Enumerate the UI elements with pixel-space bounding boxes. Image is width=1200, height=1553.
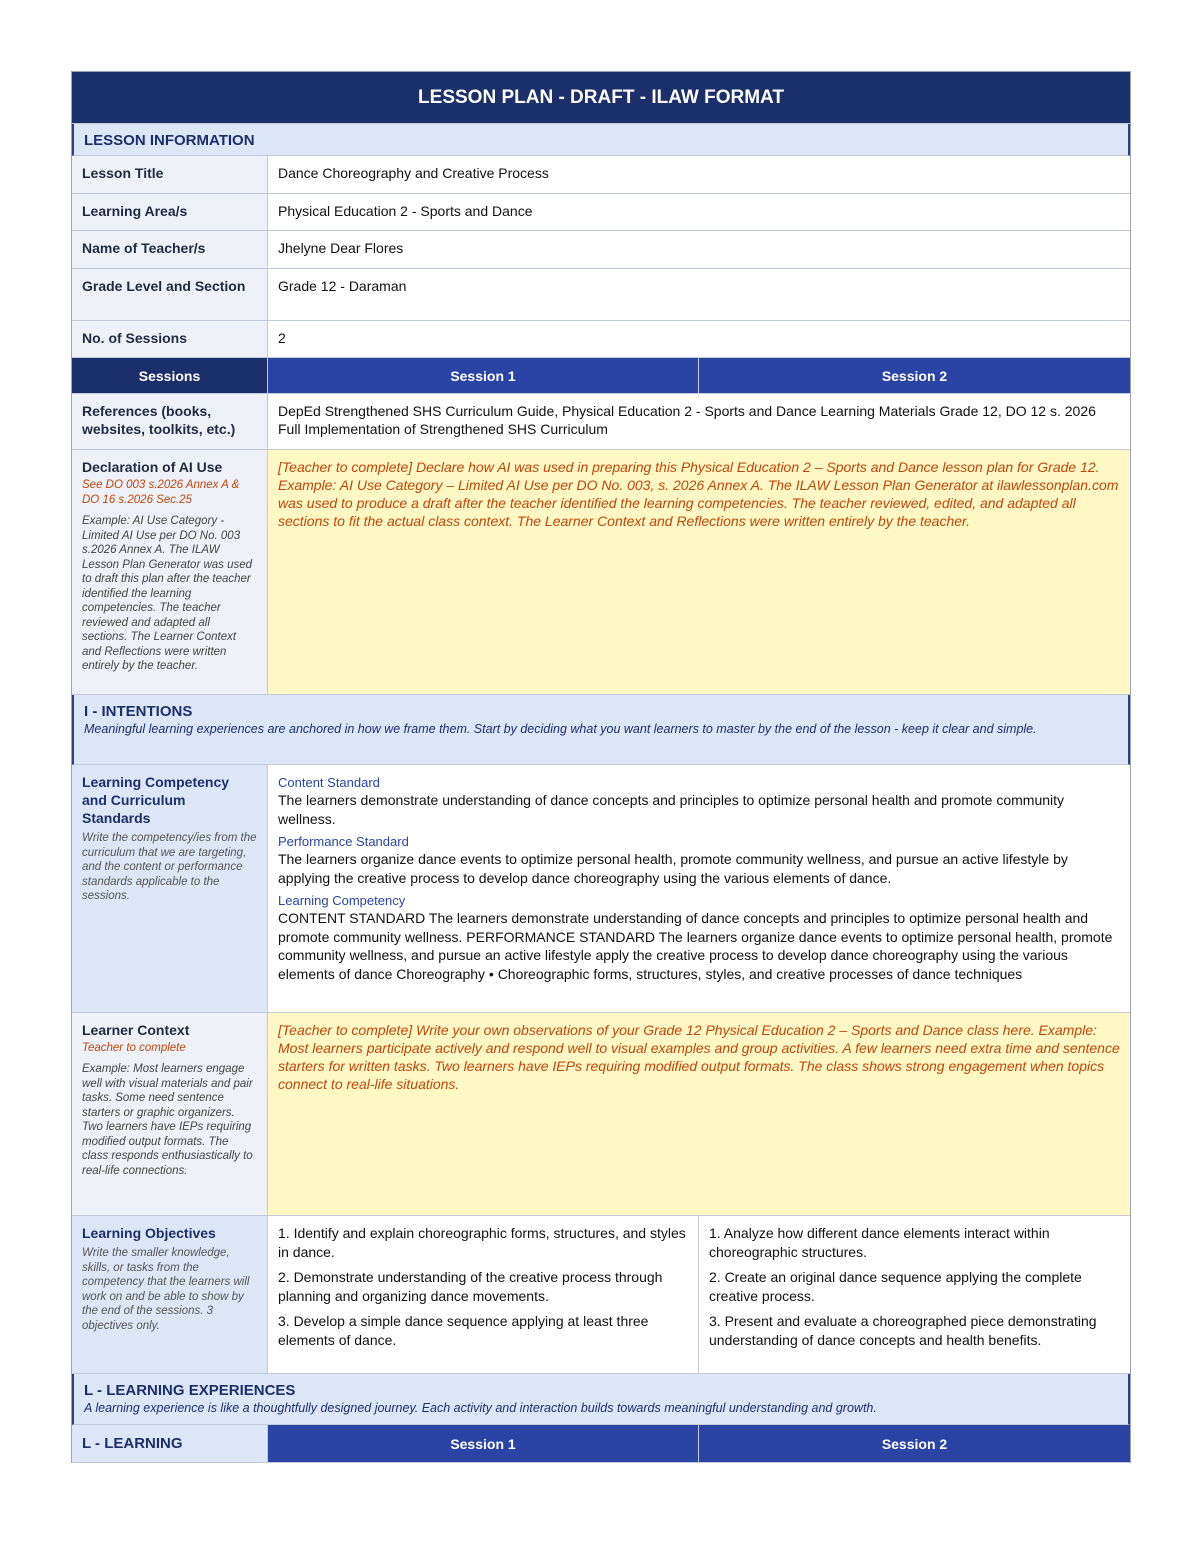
- competency-note: Write the competency/ies from the curriculum that we are targeting, and the content or performance standards applicable to the sessions.: [82, 832, 257, 902]
- learning-area-label: Learning Area/s: [72, 194, 268, 230]
- grade-section-label: Grade Level and Section: [72, 269, 268, 320]
- objectives-note: Write the smaller knowledge, skills, or tasks from the competency that the learners will work on and be able to show by the end of the sessions. 3 objectives only.: [82, 1247, 250, 1332]
- performance-standard-heading: Performance Standard: [278, 834, 409, 849]
- sessions-count-value: 2: [278, 330, 286, 346]
- intentions-heading: I - INTENTIONS: [84, 703, 193, 720]
- teacher-row: [72, 231, 1130, 269]
- sessions-count-row: [72, 321, 1130, 358]
- list-item: 2. Create an original dance sequence applying the complete creative process.: [709, 1269, 1082, 1304]
- list-item: 1. Identify and explain choreographic forms, structures, and styles in dance.: [278, 1225, 686, 1260]
- references-label: References (books, websites, toolkits, etc.): [72, 394, 268, 449]
- grade-section-value: Grade 12 - Daraman: [278, 278, 407, 294]
- teacher-label: Name of Teacher/s: [72, 231, 268, 268]
- learning-competency-text: CONTENT STANDARD The learners demonstrate understanding of dance concepts and principles to optimize personal health and promote community wellness. PERFORMANCE STANDARD The learners organize dance events to optimize personal health, promote community wellness, and pursue an active lifestyle apply the creative process to develop dance choreography using the various elements of dance Choreography • Choreographic forms, structures, styles, and creative processes of dance techniques: [278, 910, 1113, 982]
- teacher-value: Jhelyne Dear Flores: [278, 240, 404, 256]
- learning-header-label: L - LEARNING: [72, 1425, 268, 1462]
- session-2-header: Session 2: [881, 367, 948, 384]
- intentions-subtext: Meaningful learning experiences are anchored in how we frame them. Start by deciding what you want learners to master by the end of the lesson - keep it clear and simple.: [84, 722, 1037, 736]
- learner-context-note: Example: Most learners engage well with visual materials and pair tasks. Some need sentence starters or graphic organizers. Two learners have IEPs requiring modified output formats. The class responds enthusiastically to real-life connections.: [82, 1063, 253, 1177]
- learner-context-annotation: Teacher to complete: [82, 1042, 186, 1054]
- competency-row: [72, 765, 1130, 1013]
- sessions-header-label: Sessions: [72, 358, 268, 393]
- learner-context-cell: [72, 1013, 268, 1215]
- learning-area-value: Physical Education 2 - Sports and Dance: [278, 203, 533, 219]
- references-value: DepEd Strengthened SHS Curriculum Guide, Physical Education 2 - Sports and Dance Learning Materials Grade 12, DO 12 s. 2026 Full Implementation of Strengthened SHS Curriculum: [278, 403, 1096, 437]
- ai-declaration-value: [Teacher to complete] Declare how AI was used in preparing this Physical Education 2 – Sports and Dance lesson plan for Grade 12. Example: AI Use Category – Limited AI Use per DO No. 003, s. 2026 Annex A. The ILAW Lesson Plan Generator at ilawlessonplan.com was used to produce a draft after the teacher identified the learning competencies. The teacher reviewed, edited, and adapted all sections to fit the actual class context. The Learner Context and Reflections were written entirely by the teacher.: [268, 450, 1130, 694]
- objectives-cell: [72, 1216, 268, 1373]
- learner-context-label: Learner Context: [82, 1022, 190, 1038]
- references-row: [72, 394, 1130, 450]
- ai-declaration-row: [72, 450, 1130, 695]
- learner-context-value: [Teacher to complete] Write your own observations of your Grade 12 Physical Education 2 – Sports and Dance class here. Example: Most learners participate actively and respond well to visual examples and group activities. A few learners need extra time and sentence starters for written tasks. Two learners have IEPs requiring modified output formats. The class shows strong engagement when topics connect to real-life situations.: [268, 1013, 1130, 1215]
- learning-experiences-heading: L - LEARNING EXPERIENCES: [84, 1382, 296, 1399]
- intentions-band: [72, 695, 1130, 765]
- performance-standard-text: The learners organize dance events to optimize personal health, promote community wellness, and pursue an active lifestyle by applying the creative process to develop dance choreography using the various elements of dance.: [278, 851, 1068, 886]
- learning-area-row: [72, 194, 1130, 231]
- list-item: 1. Analyze how different dance elements interact within choreographic structures.: [709, 1225, 1050, 1260]
- learning-competency-heading: Learning Competency: [278, 893, 406, 908]
- list-item: 2. Demonstrate understanding of the creative process through planning and organizing dance movements.: [278, 1269, 663, 1304]
- list-item: 3. Present and evaluate a choreographed piece demonstrating understanding of dance concepts and health benefits.: [709, 1313, 1097, 1348]
- ai-declaration-annotation: See DO 003 s.2026 Annex A & DO 16 s.2026 Sec.25: [82, 479, 240, 506]
- ai-declaration-cell: [72, 450, 268, 694]
- lesson-information-heading: LESSON INFORMATION: [84, 132, 255, 149]
- learning-session-1-header: Session 1: [268, 1425, 699, 1462]
- ai-declaration-label: Declaration of AI Use: [82, 459, 223, 475]
- competency-cell: [72, 765, 268, 1012]
- sessions-header-row: [72, 358, 1130, 394]
- objectives-label: Learning Objectives: [82, 1225, 216, 1241]
- lesson-title-row: [72, 156, 1130, 194]
- learning-session-2-header: Session 2: [881, 1435, 948, 1452]
- session-1-header: Session 1: [268, 358, 699, 393]
- ai-declaration-note: Example: AI Use Category - Limited AI Use per DO No. 003 s.2026 Annex A. The ILAW Lesson Plan Generator was used to draft this plan after the teacher identified the learning competencies. The teacher reviewed and adapted all sections. The Learner Context and Reflections were written entirely by the teacher.: [82, 515, 253, 672]
- learning-experiences-subtext: A learning experience is like a thoughtfully designed journey. Each activity and interaction builds towards meaningful understanding and growth.: [84, 1401, 877, 1415]
- content-standard-text: The learners demonstrate understanding of dance concepts and principles to optimize personal health and promote community wellness.: [278, 792, 1065, 827]
- learning-header-row: [72, 1425, 1130, 1463]
- competency-standards: [268, 765, 1130, 1012]
- objectives-row: [72, 1216, 1130, 1374]
- session-2-objectives: [699, 1216, 1130, 1373]
- lesson-title-label: Lesson Title: [72, 156, 268, 193]
- list-item: 3. Develop a simple dance sequence applying at least three elements of dance.: [278, 1313, 649, 1348]
- session-1-objectives: [268, 1216, 699, 1373]
- learning-experiences-band: [72, 1374, 1130, 1425]
- lesson-plan-sheet: [71, 71, 1131, 1463]
- sessions-count-label: No. of Sessions: [72, 321, 268, 357]
- competency-label: Learning Competency and Curriculum Standards: [82, 774, 230, 826]
- lesson-title-value: Dance Choreography and Creative Process: [278, 165, 549, 181]
- lesson-information-band: [72, 124, 1130, 156]
- grade-section-row: [72, 269, 1130, 321]
- document-title: LESSON PLAN - DRAFT - ILAW FORMAT: [72, 72, 1130, 124]
- content-standard-heading: Content Standard: [278, 775, 380, 790]
- learner-context-row: [72, 1013, 1130, 1216]
